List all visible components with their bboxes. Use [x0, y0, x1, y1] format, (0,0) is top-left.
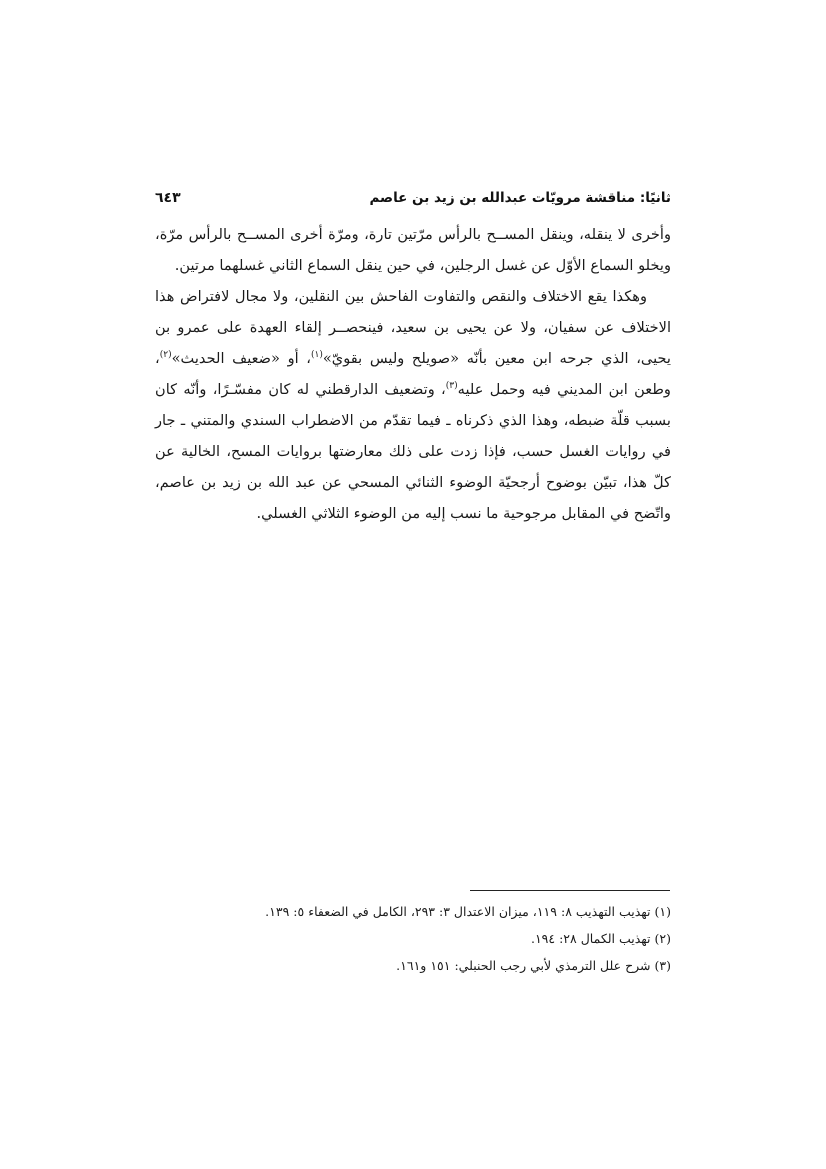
page-header — [155, 184, 671, 212]
paragraph-text: ، أو «ضعيف الحديث» — [171, 350, 311, 367]
footnote-mark-2[interactable]: (٢) — [159, 350, 172, 360]
footnote-1: (١) تهذيب التهذيب ٨: ١١٩، ميزان الاعتدال ٣: ٢٩٣، الكامل في الضعفاء ٥: ١٣٩. — [265, 904, 671, 919]
paragraph-text: ، وتضعيف الدارقطني له كان مفسّـرًا، وأنّه كان بسبب قلّة ضبطه، وهذا الذي ذكرناه ـ فيما تقدّم من الاضطراب السندي والمتني ـ جار في روايات الغسل حسب، فإذا زدت على ذلك معارضتها بروايات المسح، الخالية عن كلّ هذا، تبيّن بوضوح أرجحيّة الوضوء الثنائي المسحي عن عبد الله بن زيد بن عاصم، واتّضح في المقابل مرجوحية ما نسب إليه من الوضوء الثلاثي الغسلي. — [155, 381, 671, 522]
footnotes-list — [155, 898, 671, 979]
footnote-3: (٣) شرح علل الترمذي لأبي رجب الحنبلي: ١٥١ و١٦١. — [396, 958, 671, 973]
paragraph-text: ، وطعن ابن المديني فيه وحمل عليه — [155, 350, 671, 398]
paragraph-2 — [155, 281, 671, 529]
body-text — [155, 219, 671, 529]
page-number: ٦٤٣ — [155, 190, 181, 206]
footnote-2: (٢) تهذيب الكمال ٢٨: ١٩٤. — [530, 931, 671, 946]
footnote-mark-3[interactable]: (٣) — [445, 381, 458, 391]
paragraph-text: وهكذا يقع الاختلاف والنقص والتفاوت الفاحش بين النقلين، ولا مجال لافتراض هذا الاختلاف عن سفيان، ولا عن يحيى بن سعيد، فينحصــر إلقاء العهدة على عمرو بن يحيى، الذي جرحه ابن معين بأنّه «صويلح وليس بقويّ» — [155, 288, 671, 367]
footnote-divider — [470, 890, 670, 891]
running-title: ثانيًا: مناقشة مرويّات عبدالله بن زيد بن عاصم — [369, 190, 671, 206]
paragraph-1 — [155, 219, 671, 281]
footnote-mark-1[interactable]: (١) — [311, 350, 323, 360]
paragraph-text: وأخرى لا ينقله، وينقل المســح بالرأس مرّتين تارة، ومرّة أخرى المســح بالرأس مرّة، ويخلو السماع الأوّل عن غسل الرجلين، في حين ينقل السماع الثاني غسلهما مرتين. — [155, 226, 671, 274]
